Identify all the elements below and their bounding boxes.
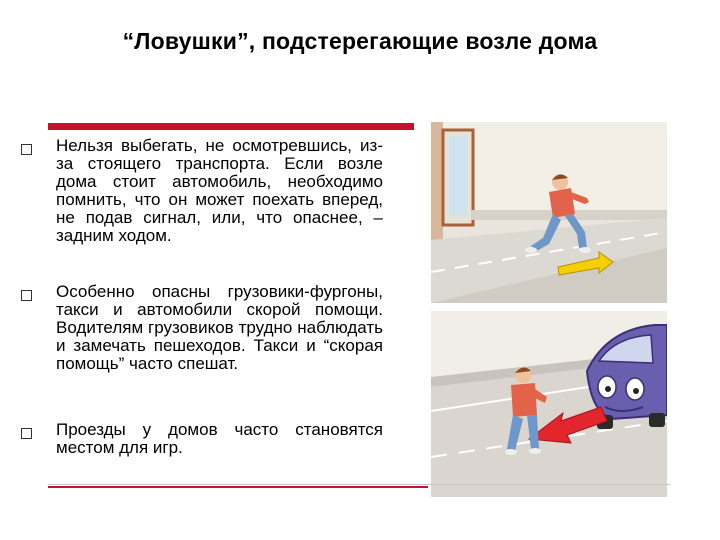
- square-bullet-icon: [21, 290, 32, 301]
- bullet-text: Нельзя выбегать, не осмотревшись, из-за стоящего транспорта. Если возле дома стоит автомобиль, необходимо помнить, что он может поехать вперед, не подав сигнал, или, что опаснее, – задним ходом.: [56, 136, 383, 246]
- bullet-list: [18, 137, 383, 457]
- child-and-reversing-car-illustration: [431, 311, 667, 497]
- bullet-item: [18, 421, 383, 457]
- child-running-from-doorway-illustration: [431, 122, 667, 303]
- bottom-accent-rule: [48, 486, 428, 488]
- bullet-text: Проезды у домов часто становятся местом для игр.: [56, 420, 383, 458]
- bottom-rule: [48, 484, 670, 485]
- bullet-item: [18, 137, 383, 283]
- bullet-item: [18, 283, 383, 421]
- title-accent-bar: [48, 123, 414, 130]
- bullet-text: Особенно опасны грузовики-фургоны, такси и автомобили скорой помощи. Водителям грузовиков трудно наблюдать и замечать пешеходов. Такси и “скорая помощь” часто спешат.: [56, 282, 383, 374]
- slide-title: “Ловушки”, подстерегающие возле дома: [122, 28, 598, 54]
- square-bullet-icon: [21, 144, 32, 155]
- square-bullet-icon: [21, 428, 32, 439]
